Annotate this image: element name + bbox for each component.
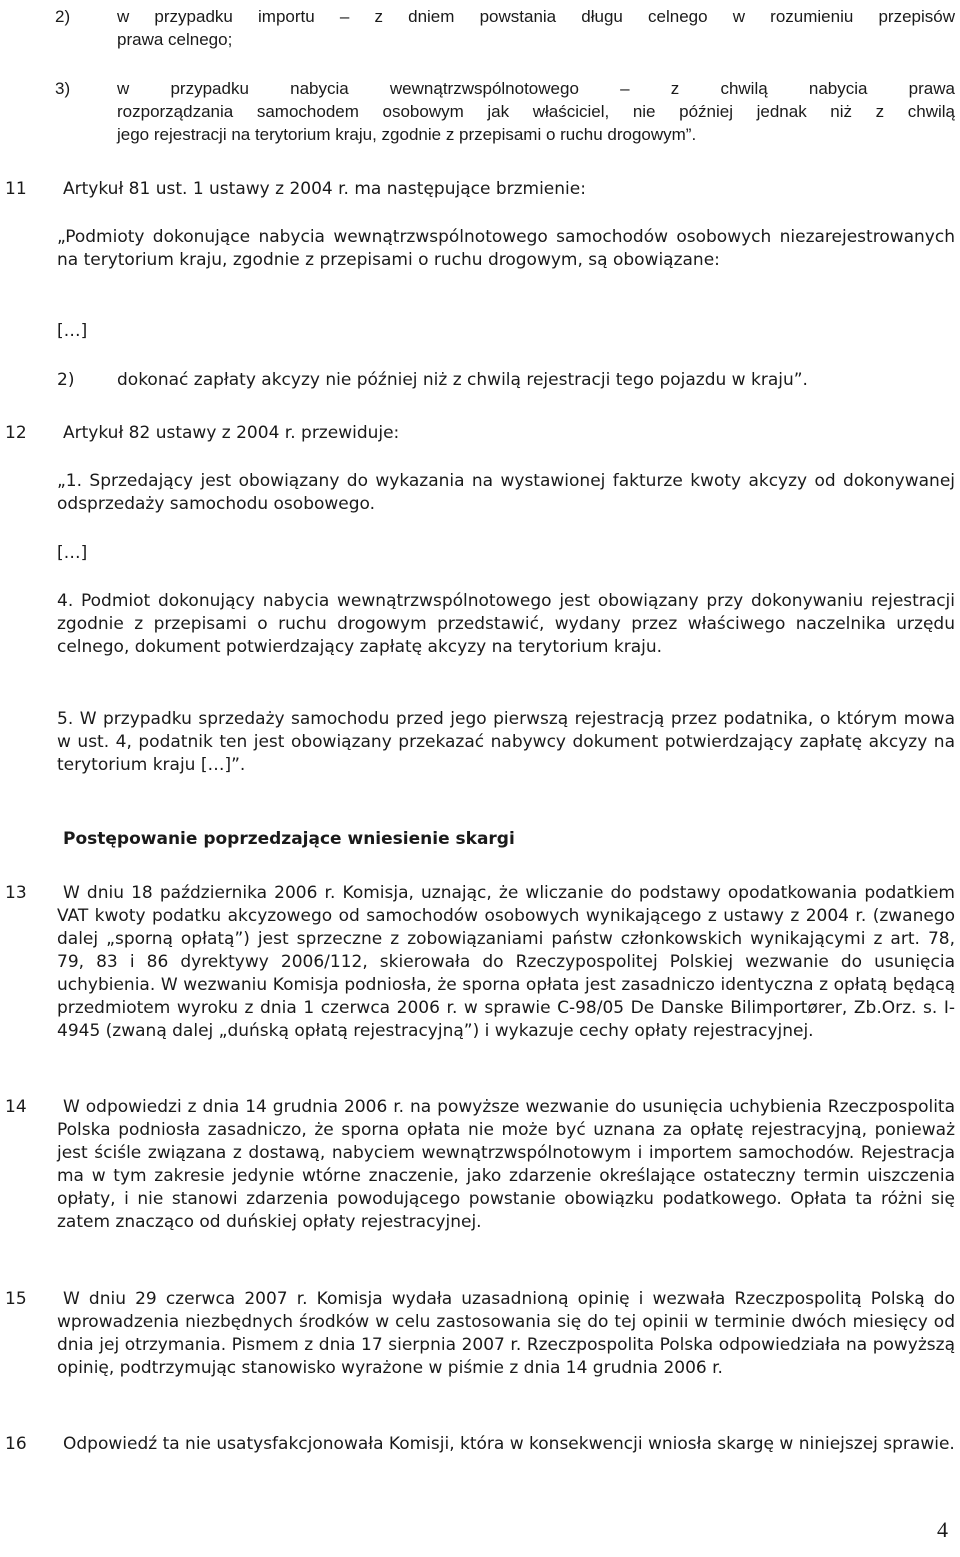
paragraph-12-number: 12 (5, 423, 27, 443)
page-number: 4 (937, 1517, 948, 1542)
paragraph-11-ellipsis: […] (57, 321, 88, 341)
item-3-line-3: jego rejestracji na terytorium kraju, zgodnie z przepisami o ruchu drogowym”. (117, 125, 697, 144)
paragraph-12-ellipsis: […] (57, 543, 88, 563)
paragraph-12-section-4: 4. Podmiot dokonujący nabycia wewnątrzwspólnotowego jest obowiązany przy dokonywaniu rejestracji zgodnie z przepisami o ruchu drogowym przedstawić, wydany przez właściwego naczelnika urzędu celnego, dokument potwierdzający zapłatę akcyzy na terytorium kraju. (57, 591, 955, 657)
paragraph-13-number: 13 (5, 883, 27, 903)
paragraph-13-text: W dniu 18 października 2006 r. Komisja, uznając, że wliczanie do podstawy opodatkowania podatkiem VAT kwoty podatku akcyzowego od samochodów osobowych wynikającego z ustawy z 2004 r. (zwanego dalej „sporną opłatą”) jest sprzeczne z zobowiązaniami państw członkowskich wynikającymi z art. 78, 79, 83 i 86 dyrektywy 2006/112, skierowała do Rzeczypospolitej Polskiej wezwanie do usunięcia uchybienia. W wezwaniu Komisja podniosła, że sporna opłata jest zasadniczo identyczna z opłatą będącą przedmiotem wyroku z dnia 1 czerwca 2006 r. w sprawie C-98/05 De Danske Bilimportører, Zb.Orz. s. I-4945 (zwaną dalej „duńską opłatą rejestracyjną”) i wykazuje cechy opłaty rejestracyjnej. (57, 883, 955, 1041)
paragraph-12-section-1: „1. Sprzedający jest obowiązany do wykazania na wystawionej fakturze kwoty akcyzy od dokonywanej odsprzedaży samochodu osobowego. (57, 471, 955, 514)
paragraph-11-subitem-text: dokonać zapłaty akcyzy nie później niż z chwilą rejestracji tego pojazdu w kraju”. (117, 370, 808, 390)
paragraph-12-text: Artykuł 82 ustawy z 2004 r. przewiduje: (63, 423, 400, 443)
paragraph-11-subitem-number: 2) (57, 370, 75, 390)
paragraph-11-quote: „Podmioty dokonujące nabycia wewnątrzwspólnotowego samochodów osobowych niezarejestrowanych na terytorium kraju, zgodnie z przepisami o ruchu drogowym, są obowiązane: (57, 227, 955, 270)
item-2-line-2: prawa celnego; (117, 30, 233, 49)
paragraph-11-text: Artykuł 81 ust. 1 ustawy z 2004 r. ma następujące brzmienie: (63, 179, 586, 199)
paragraph-14-text: W odpowiedzi z dnia 14 grudnia 2006 r. na powyższe wezwanie do usunięcia uchybienia Rzeczpospolita Polska podniosła zasadniczo, że sporna opłata nie może być uznana za opłatę rejestracyjną, ponieważ jest ściśle związana z dostawą, nabyciem wewnątrzwspólnotowym i importem samochodów. Rejestracja ma w tym zakresie jedynie wtórne znaczenie, jako zdarzenie określające ostateczny termin uiszczenia opłaty, i nie stanowi zdarzenia powodującego powstanie obowiązku podatkowego. Opłata ta różni się zatem znacząco od duńskiej opłaty rejestracyjnej. (57, 1097, 955, 1232)
item-2-number: 2) (55, 7, 71, 26)
paragraph-15-number: 15 (5, 1289, 27, 1309)
item-3-number: 3) (55, 79, 71, 98)
item-2-line-1: w przypadku importu – z dniem powstania długu celnego w rozumieniu przepisów (117, 7, 955, 26)
paragraph-16-number: 16 (5, 1434, 27, 1454)
paragraph-14-number: 14 (5, 1097, 27, 1117)
paragraph-15-text: W dniu 29 czerwca 2007 r. Komisja wydała uzasadnioną opinię i wezwała Rzeczpospolitą Polską do wprowadzenia niezbędnych środków w celu zastosowania się do tej opinii w terminie dwóch miesięcy od dnia jej otrzymania. Pismem z dnia 17 sierpnia 2007 r. Rzeczpospolita Polska odpowiedziała na powyższą opinię, podtrzymując stanowisko wyrażone w piśmie z dnia 14 grudnia 2006 r. (57, 1289, 955, 1378)
paragraph-11-number: 11 (5, 179, 27, 199)
item-3-line-2: rozporządzania samochodem osobowym jak właściciel, nie później jednak niż z chwilą (117, 102, 955, 121)
paragraph-12-section-5: 5. W przypadku sprzedaży samochodu przed jego pierwszą rejestracją przez podatnika, o którym mowa w ust. 4, podatnik ten jest obowiązany przekazać nabywcy dokument potwierdzający zapłatę akcyzy na terytorium kraju […]”. (57, 709, 955, 775)
paragraph-16-text: Odpowiedź ta nie usatysfakcjonowała Komisji, która w konsekwencji wniosła skargę w niniejszej sprawie. (63, 1434, 955, 1454)
section-heading: Postępowanie poprzedzające wniesienie skargi (63, 829, 515, 849)
item-3-line-1: w przypadku nabycia wewnątrzwspólnotowego – z chwilą nabycia prawa (117, 79, 955, 98)
